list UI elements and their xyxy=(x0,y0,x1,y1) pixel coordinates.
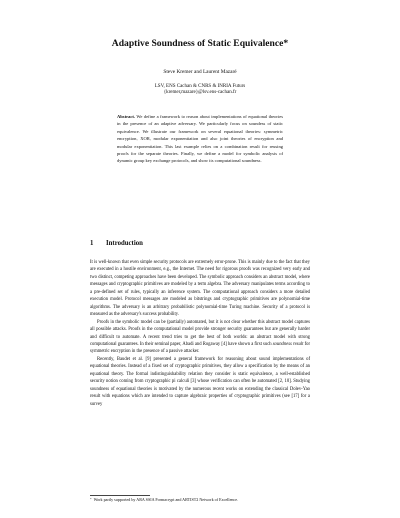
abstract xyxy=(117,113,283,165)
paragraph-2 xyxy=(90,319,310,356)
section-number: 1 xyxy=(90,240,94,247)
footnote-text: Work partly supported by ARA SSIA Formacrypt and ARTIST2 Network of Excellence. xyxy=(93,497,239,502)
paragraph-1: It is well-known that even simple security protocols are extremely error-prone. This is mainly due to the fact that they are executed in a hostile environment, e.g., the Internet. The need for rigorous proofs was recognized very early and two distinct, competing approaches have been developed. The symbolic approach considers an abstract model, where messages and cryptographic primitives are modeled by a term algebra. The adversary manipulates terms according to a pre-defined set of rules, typically an inference system. The computational approach considers a more detailed execution model. Protocol messages are modeled as bitstrings and cryptographic primitives are polynomial-time algorithms. The adversary is an arbitrary probabilistic polynomial-time Turing machine. Security of a protocol is measured as the adversary's success probability. xyxy=(90,260,310,318)
abstract-label: Abstract. xyxy=(117,114,136,119)
abstract-text: We define a framework to reason about implementations of equational theories in the presence of an adaptive adversary. We particularly focus on soundess of static equivalence. We illustrate our framework on several equational theories: symmetric encryption, XOR, modular exponentiation and also joint theories of encryption and modular exponentiation. This last example relies on a combination result for reusing proofs for the separate theories. Finally, we define a model for symbolic analysis of dynamic group key exchange protocols, and show its computational soundness. xyxy=(117,114,283,164)
section-heading xyxy=(90,240,143,248)
paragraph-2-end: for symmetric encryption in the presence of a passive attacker. xyxy=(90,341,310,355)
paper-title: Adaptive Soundness of Static Equivalence* xyxy=(111,38,289,49)
affiliation: LSV, ENS Cachan & CNRS & INRIA Futurs xyxy=(154,84,246,89)
body-text xyxy=(90,259,310,408)
authors: Steve Kremer and Laurent Mazaré xyxy=(163,69,237,75)
paragraph-3: Recently, Baudet et al. [9] presented a general framework for reasoning about sound implementations of equational theories. Instead of a fixed set of cryptographic primitives, they allow a specification by the means of an equational theory. The formal indistinguishability relation they consider is static equivalence, a well-established security notion coming from cryptographic pi calculi [3] whose verification can often be automated [2, 10]. Studying soundness of equational theories is motivated by the numerous recent works on extending the classical Dolev-Yao result with equations which are intended to capture algebraic properties of cryptographic primitives (see [17] for a survey xyxy=(90,356,310,407)
paragraph-2-start: Proofs in the symbolic model can be (partially) automated, but it is not clear whether this abstract model captures all possible attacks. Proofs in the computational model provide stronger security guarantees but are generally harder and difficult to automate. A recent trend tries to get the best of both worlds: an abstract model with strong computational guarantees. In their seminal paper, Abadi and Rogaway [4] have shown a first such xyxy=(90,319,310,347)
footnote-mark: * xyxy=(90,497,92,501)
footnote xyxy=(90,497,310,502)
section-title: Introduction xyxy=(106,240,143,247)
paragraph-2-emphasis: soundness result xyxy=(272,341,304,347)
footnote-rule xyxy=(90,495,150,496)
email: {kremer,mazare}@lsv.ens-cachan.fr xyxy=(163,90,237,96)
affiliation-block xyxy=(0,84,400,97)
